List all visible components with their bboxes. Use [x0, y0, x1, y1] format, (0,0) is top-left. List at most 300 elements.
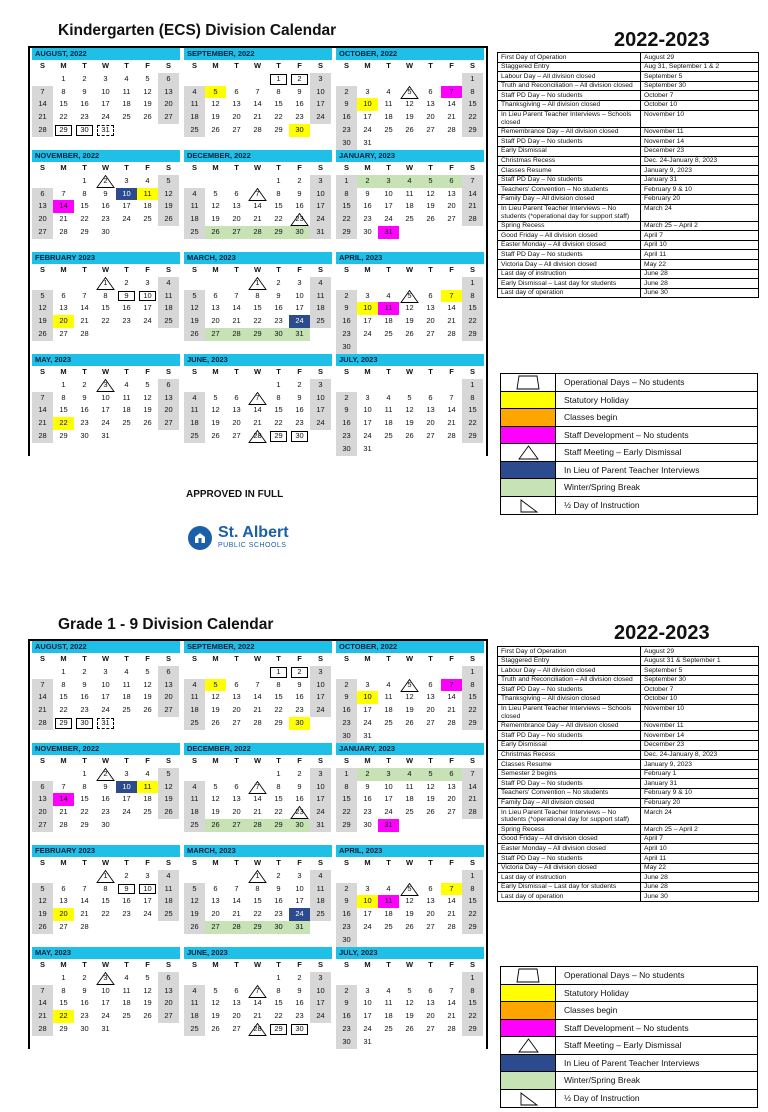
- day-cell: 13: [426, 692, 435, 702]
- week-row: [32, 392, 180, 405]
- school-logo: [188, 525, 289, 550]
- month-block: [30, 48, 182, 150]
- day-cell: 2: [297, 175, 302, 185]
- week-row: [184, 781, 332, 794]
- month-block: [30, 354, 182, 456]
- day-cell: 15: [253, 896, 262, 906]
- empty-day-cell: [310, 328, 331, 341]
- legend-row: [501, 967, 757, 985]
- key-date-row: [498, 53, 758, 63]
- day-cell: 9: [336, 895, 357, 908]
- day-cell: 14: [80, 896, 89, 906]
- weekday-label: F: [145, 61, 150, 70]
- weekday-label: T: [428, 858, 433, 867]
- day-cell: 17: [310, 691, 331, 704]
- event-date: November 14: [644, 137, 685, 145]
- day-cell: 26: [426, 214, 435, 224]
- day-cell: 1: [61, 666, 66, 676]
- key-date-row: [498, 241, 758, 251]
- empty-day-cell: [399, 870, 420, 883]
- legend-label: ½ Day of Instruction: [564, 499, 640, 510]
- day-cell: 10: [116, 188, 137, 201]
- empty-day-cell: [378, 1036, 399, 1049]
- day-cell: 30: [336, 137, 357, 150]
- day-cell: 19: [158, 793, 179, 806]
- day-cell: 10: [295, 290, 304, 300]
- empty-day-cell: [399, 1036, 420, 1049]
- day-cell: 19: [184, 315, 205, 328]
- day-cell: 22: [462, 315, 483, 328]
- event-date: June 30: [644, 892, 668, 900]
- day-cell: 5: [399, 86, 420, 99]
- event-date: May 22: [644, 260, 666, 268]
- day-cell: 2: [357, 768, 378, 781]
- week-row: [32, 302, 180, 315]
- weekday-header-row: [184, 959, 332, 972]
- month-block: [334, 845, 486, 947]
- day-cell: 19: [143, 99, 152, 109]
- empty-day-cell: [420, 1036, 441, 1049]
- day-cell: 17: [384, 201, 393, 211]
- day-cell: 18: [384, 1011, 393, 1021]
- weekday-label: S: [317, 858, 323, 867]
- week-row: [184, 972, 332, 985]
- weekday-header-row: [32, 857, 180, 870]
- month-block: [182, 150, 334, 252]
- day-cell: 21: [80, 909, 89, 919]
- weekday-label: T: [124, 756, 129, 765]
- day-cell: 14: [253, 99, 262, 109]
- day-cell: 21: [447, 909, 456, 919]
- day-cell: 12: [405, 99, 414, 109]
- month-name: JULY, 2023: [336, 947, 484, 959]
- day-cell: 7: [61, 781, 66, 791]
- day-cell: 6: [32, 188, 53, 201]
- day-cell: 9: [82, 86, 87, 96]
- day-cell: 4: [386, 392, 391, 402]
- day-cell: 9: [116, 883, 137, 896]
- day-cell: 29: [462, 328, 483, 341]
- key-date-row: [498, 157, 758, 167]
- day-cell: 20: [53, 315, 74, 328]
- day-cell: 10: [310, 392, 331, 405]
- event-name: Staff PD Day – No students: [498, 731, 641, 740]
- day-cell: 30: [289, 124, 310, 137]
- day-cell: 28: [226, 921, 247, 934]
- day-cell: 29: [59, 430, 68, 440]
- day-cell: 25: [143, 807, 152, 817]
- day-cell: 7: [32, 86, 53, 99]
- month-name: MAY, 2023: [32, 947, 180, 959]
- day-cell: 9: [297, 86, 302, 96]
- empty-day-cell: [310, 1023, 331, 1036]
- day-cell: 13: [232, 99, 241, 109]
- day-cell: 27: [232, 124, 241, 134]
- event-name: First Day of Operation: [498, 647, 641, 656]
- day-cell: 28: [247, 819, 268, 832]
- day-cell: 20: [426, 1011, 435, 1021]
- empty-day-cell: [184, 768, 205, 781]
- staff-meeting-triangle-icon: [95, 379, 116, 392]
- weekday-label: W: [405, 756, 414, 765]
- weekday-label: W: [253, 61, 262, 70]
- event-name: Remembrance Day – All division closed: [498, 722, 641, 731]
- weekday-label: F: [449, 858, 454, 867]
- legend-row: [501, 1072, 757, 1090]
- day-cell: 17: [295, 303, 304, 313]
- day-cell: 17: [363, 705, 372, 715]
- day-cell: 17: [122, 794, 131, 804]
- staff-meeting-triangle-icon: [247, 277, 268, 290]
- day-cell: 8: [103, 290, 108, 300]
- weekday-label: T: [428, 960, 433, 969]
- empty-day-cell: [399, 226, 420, 239]
- empty-day-cell: [441, 934, 462, 947]
- day-cell: 9: [336, 404, 357, 417]
- weekday-label: T: [428, 654, 433, 663]
- day-cell: 13: [426, 896, 435, 906]
- weekday-label: M: [212, 265, 219, 274]
- day-cell: 26: [405, 1023, 414, 1033]
- empty-day-cell: [158, 124, 179, 137]
- day-cell: 25: [122, 112, 131, 122]
- weekday-label: T: [428, 265, 433, 274]
- empty-day-cell: [247, 175, 268, 188]
- empty-day-cell: [137, 328, 158, 341]
- day-cell: 6: [234, 985, 239, 995]
- week-row: [336, 98, 484, 111]
- day-cell: 7: [32, 985, 53, 998]
- day-cell: 31: [378, 819, 399, 832]
- weekday-label: S: [165, 858, 171, 867]
- day-cell: 7: [255, 86, 260, 96]
- day-cell: 9: [297, 781, 302, 791]
- day-cell: 9: [116, 290, 137, 303]
- day-cell: 9: [297, 679, 302, 689]
- day-cell: 3: [310, 175, 331, 188]
- weekday-label: M: [212, 756, 219, 765]
- week-row: [336, 124, 484, 137]
- day-cell: 8: [276, 86, 281, 96]
- day-cell: 6: [234, 392, 239, 402]
- week-row: [336, 226, 484, 239]
- day-cell: 29: [53, 124, 74, 137]
- day-cell: 25: [122, 705, 131, 715]
- day-cell: 26: [143, 1011, 152, 1021]
- day-cell: 7: [247, 985, 268, 998]
- weekday-label: T: [276, 265, 281, 274]
- key-date-row: [498, 825, 758, 835]
- day-cell: 25: [184, 430, 205, 443]
- day-cell: 20: [53, 908, 74, 921]
- day-cell: 5: [145, 666, 150, 676]
- day-cell: 11: [184, 691, 205, 704]
- color-swatch: [501, 427, 556, 444]
- empty-day-cell: [32, 768, 53, 781]
- day-cell: 26: [211, 1023, 220, 1033]
- day-cell: 30: [80, 1023, 89, 1033]
- key-date-row: [498, 808, 758, 825]
- event-name: Staggered Entry: [498, 63, 641, 72]
- day-cell: 13: [426, 99, 435, 109]
- empty-day-cell: [137, 921, 158, 934]
- week-row: [32, 315, 180, 328]
- weekday-label: M: [212, 858, 219, 867]
- week-row: [32, 908, 180, 921]
- empty-day-cell: [32, 972, 53, 985]
- key-date-row: [498, 289, 758, 298]
- month-block: [30, 150, 182, 252]
- weekday-label: F: [449, 654, 454, 663]
- month-name: SEPTEMBER, 2022: [184, 48, 332, 60]
- day-cell: 3: [145, 870, 150, 880]
- day-cell: 19: [211, 705, 220, 715]
- day-cell: 15: [80, 794, 89, 804]
- empty-day-cell: [399, 379, 420, 392]
- day-cell: 6: [428, 392, 433, 402]
- weekday-label: T: [234, 367, 239, 376]
- empty-day-cell: [184, 73, 205, 86]
- week-row: [32, 277, 180, 290]
- weekday-label: T: [124, 61, 129, 70]
- day-cell: 31: [289, 328, 310, 341]
- weekday-label: T: [82, 960, 87, 969]
- day-cell: 4: [386, 290, 391, 300]
- empty-day-cell: [420, 443, 441, 456]
- weekday-header-row: [184, 264, 332, 277]
- day-cell: 4: [124, 73, 129, 83]
- day-cell: 16: [295, 794, 304, 804]
- month-block: [30, 845, 182, 947]
- day-cell: 27: [32, 819, 53, 832]
- day-cell: 5: [145, 379, 150, 389]
- weekday-label: M: [60, 960, 67, 969]
- week-row: [184, 768, 332, 781]
- weekday-label: W: [101, 858, 110, 867]
- empty-day-cell: [32, 666, 53, 679]
- week-row: [32, 175, 180, 188]
- key-date-row: [498, 892, 758, 901]
- day-cell: 1: [61, 379, 66, 389]
- day-cell: 6: [428, 86, 433, 96]
- event-date: February 20: [644, 195, 681, 203]
- day-cell: 29: [336, 819, 357, 832]
- key-date-row: [498, 751, 758, 761]
- weekday-label: S: [317, 265, 323, 274]
- day-cell: 3: [124, 175, 129, 185]
- week-row: [184, 98, 332, 111]
- weekday-label: W: [101, 960, 110, 969]
- day-cell: 26: [405, 328, 414, 338]
- event-date: February 20: [644, 799, 681, 806]
- day-cell: 3: [124, 768, 129, 778]
- empty-day-cell: [378, 870, 399, 883]
- empty-day-cell: [32, 277, 53, 290]
- day-cell: 4: [124, 972, 129, 982]
- day-cell: 22: [462, 1010, 483, 1023]
- empty-day-cell: [226, 666, 247, 679]
- event-date: April 7: [644, 835, 663, 843]
- day-cell: 5: [399, 883, 420, 896]
- empty-day-cell: [158, 1023, 179, 1036]
- empty-day-cell: [247, 666, 268, 679]
- empty-day-cell: [357, 934, 378, 947]
- key-date-row: [498, 854, 758, 864]
- day-cell: 20: [211, 909, 220, 919]
- weekday-label: W: [253, 960, 262, 969]
- day-cell: 18: [405, 794, 414, 804]
- day-cell: 1: [462, 277, 483, 290]
- day-cell: 22: [53, 1010, 74, 1023]
- half-day-icon: [501, 497, 556, 515]
- event-date: November 10: [644, 705, 685, 713]
- day-cell: 5: [213, 985, 218, 995]
- day-cell: 15: [462, 404, 483, 417]
- event-date: March 24: [644, 808, 672, 816]
- day-cell: 16: [295, 99, 304, 109]
- day-cell: 4: [184, 985, 205, 998]
- day-cell: 7: [449, 985, 454, 995]
- weekday-label: F: [145, 858, 150, 867]
- day-cell: 8: [82, 781, 87, 791]
- day-cell: 19: [211, 807, 220, 817]
- day-cell: 4: [158, 870, 179, 883]
- day-cell: 5: [158, 175, 179, 188]
- weekday-label: W: [253, 858, 262, 867]
- weekday-label: T: [234, 756, 239, 765]
- empty-day-cell: [420, 730, 441, 743]
- event-date: October 7: [644, 91, 674, 99]
- day-cell: 4: [386, 679, 391, 689]
- month-name: NOVEMBER, 2022: [32, 150, 180, 162]
- day-cell: 11: [184, 997, 205, 1010]
- day-cell: 14: [253, 794, 262, 804]
- day-cell: 27: [32, 226, 53, 239]
- day-cell: 2: [82, 666, 87, 676]
- day-cell: 17: [101, 405, 110, 415]
- empty-day-cell: [247, 768, 268, 781]
- day-cell: 18: [184, 417, 205, 430]
- week-row: [184, 175, 332, 188]
- day-cell: 4: [399, 175, 420, 188]
- day-cell: 20: [158, 997, 179, 1010]
- day-cell: 25: [384, 1023, 393, 1033]
- day-cell: 24: [310, 1010, 331, 1023]
- day-cell: 10: [310, 781, 331, 794]
- empty-day-cell: [53, 768, 74, 781]
- event-date: February 1: [644, 770, 677, 778]
- empty-day-cell: [310, 921, 331, 934]
- week-row: [336, 315, 484, 328]
- legend-row: [501, 1055, 757, 1073]
- event-date: April 10: [644, 844, 667, 852]
- day-cell: 31: [310, 226, 331, 239]
- month-block: [334, 252, 486, 354]
- legend-label: In Lieu of Parent Teacher Interviews: [564, 464, 700, 475]
- staff-meeting-triangle-icon: [95, 768, 116, 781]
- key-dates-table: [497, 52, 759, 298]
- day-cell: 25: [158, 315, 179, 328]
- week-row: [184, 806, 332, 819]
- empty-day-cell: [420, 934, 441, 947]
- day-cell: 8: [82, 188, 87, 198]
- day-cell: 22: [274, 1011, 283, 1021]
- staff-meeting-triangle-icon: [399, 679, 420, 692]
- week-row: [336, 717, 484, 730]
- weekday-label: M: [60, 367, 67, 376]
- weekday-label: M: [364, 61, 371, 70]
- weekday-label: F: [297, 858, 302, 867]
- week-row: [184, 997, 332, 1010]
- week-row: [184, 883, 332, 896]
- key-date-row: [498, 91, 758, 101]
- empty-day-cell: [357, 666, 378, 679]
- week-row: [184, 921, 332, 934]
- approval-note: APPROVED IN FULL: [186, 489, 284, 500]
- day-cell: 1: [82, 768, 87, 778]
- day-cell: 22: [253, 909, 262, 919]
- empty-day-cell: [399, 443, 420, 456]
- week-row: [184, 430, 332, 443]
- month-name: JULY, 2023: [336, 354, 484, 366]
- week-row: [184, 73, 332, 86]
- legend-label: Statutory Holiday: [564, 987, 629, 998]
- weekday-header-row: [32, 162, 180, 175]
- day-cell: 14: [53, 793, 74, 806]
- event-date: November 10: [644, 111, 685, 119]
- weekday-label: F: [297, 756, 302, 765]
- day-cell: 20: [32, 213, 53, 226]
- weekday-label: T: [234, 960, 239, 969]
- day-cell: 21: [462, 200, 483, 213]
- day-cell: 18: [184, 213, 205, 226]
- legend-row: [501, 1002, 757, 1020]
- empty-day-cell: [378, 730, 399, 743]
- empty-day-cell: [462, 137, 483, 150]
- weekday-label: T: [428, 367, 433, 376]
- day-cell: 17: [310, 404, 331, 417]
- event-name: Staff PD Day – No students: [498, 685, 641, 694]
- day-cell: 30: [289, 430, 310, 443]
- month-name: MARCH, 2023: [184, 845, 332, 857]
- key-date-row: [498, 82, 758, 92]
- day-cell: 18: [384, 112, 393, 122]
- event-name: Last day of operation: [498, 892, 641, 901]
- empty-day-cell: [399, 666, 420, 679]
- day-cell: 20: [447, 201, 456, 211]
- weekday-label: W: [253, 367, 262, 376]
- day-cell: 30: [336, 443, 357, 456]
- day-cell: 28: [32, 124, 53, 137]
- weekday-header-row: [32, 264, 180, 277]
- day-cell: 14: [447, 692, 456, 702]
- weekday-label: T: [234, 654, 239, 663]
- event-date: March 25 – April 2: [644, 222, 698, 230]
- day-cell: 2: [357, 175, 378, 188]
- day-cell: 8: [61, 86, 66, 96]
- event-name: Easter Monday – All division closed: [498, 844, 641, 853]
- month-block: [30, 252, 182, 354]
- empty-day-cell: [226, 870, 247, 883]
- empty-day-cell: [378, 341, 399, 354]
- day-cell: 22: [80, 807, 89, 817]
- day-cell: 20: [447, 794, 456, 804]
- weekday-label: M: [60, 163, 67, 172]
- section-year: 2022-2023: [614, 622, 710, 644]
- day-cell: 8: [276, 188, 281, 198]
- empty-day-cell: [378, 972, 399, 985]
- day-cell: 24: [101, 112, 110, 122]
